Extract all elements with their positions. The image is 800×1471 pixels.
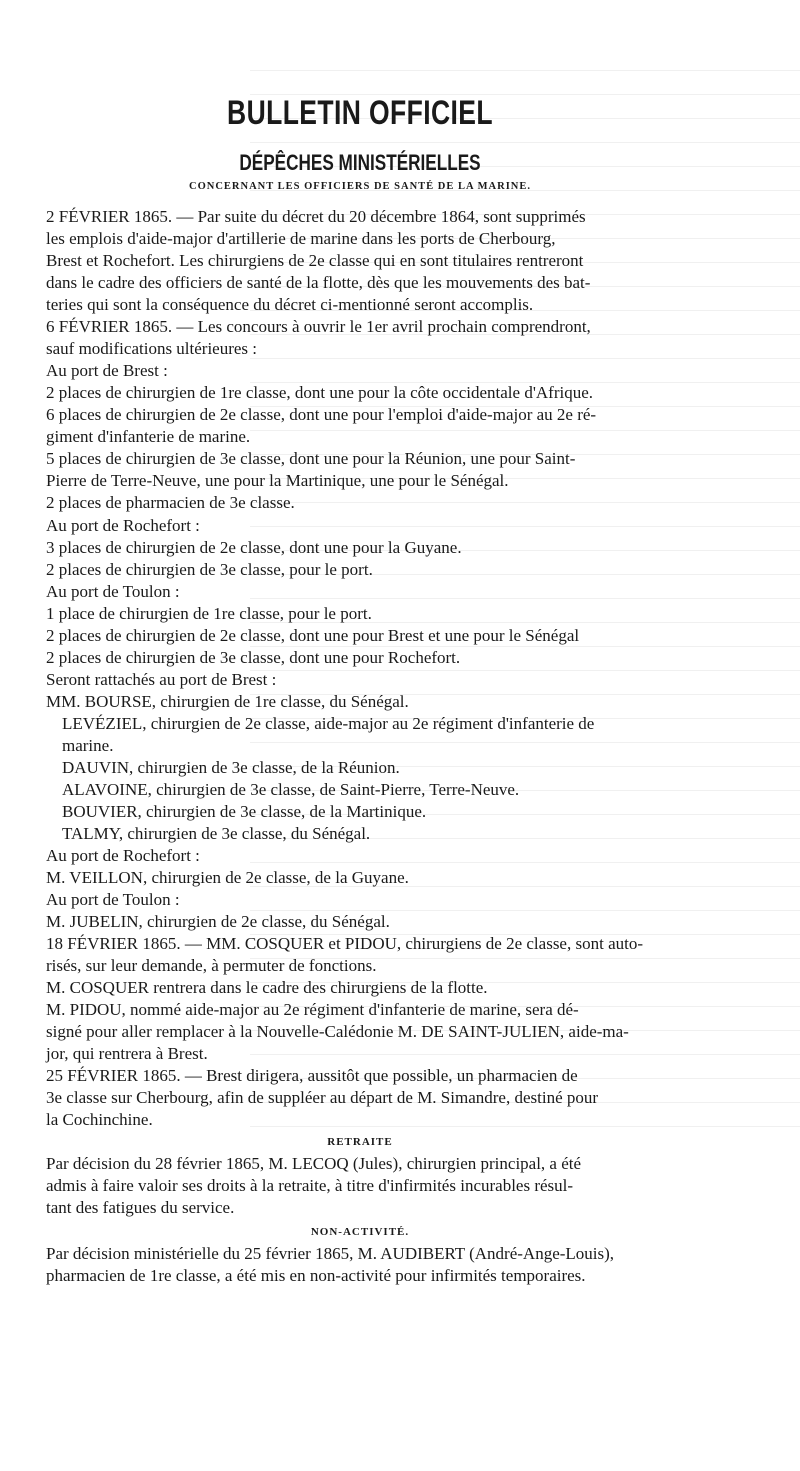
text-line-content: ALAVOINE, chirurgien de 3e classe, de Saint-Pierre, Terre-Neuve. xyxy=(62,780,520,799)
text-line xyxy=(0,1153,800,1175)
text-line xyxy=(0,889,800,911)
text-line-content: M. PIDOU, nommé aide-major au 2e régiment d'infanterie de marine, sera dé- xyxy=(46,1000,579,1019)
text-line xyxy=(0,470,800,492)
text-line-content: Au port de Toulon : xyxy=(46,890,180,909)
section-label-text: RETRAITE xyxy=(327,1136,393,1148)
text-line-content: 3e classe sur Cherbourg, afin de suppléer au départ de M. Simandre, destiné pour xyxy=(46,1088,599,1107)
text-line-content: Au port de Rochefort : xyxy=(46,516,200,535)
text-line-content: M. VEILLON, chirurgien de 2e classe, de la Guyane. xyxy=(46,868,409,887)
text-line-content: Au port de Brest : xyxy=(46,361,168,380)
page-title: BULLETIN OFFICIEL xyxy=(227,94,493,132)
text-line xyxy=(0,492,800,514)
text-line xyxy=(0,625,800,647)
text-line-content: LEVÉZIEL, chirurgien de 2e classe, aide-major au 2e régiment d'infanterie de xyxy=(62,714,595,733)
text-line-content: sauf modifications ultérieures : xyxy=(46,339,258,358)
text-line xyxy=(0,294,800,316)
text-line-content: DAUVIN, chirurgien de 3e classe, de la Réunion. xyxy=(62,758,400,777)
text-line xyxy=(0,360,800,382)
text-line-content: MM. BOURSE, chirurgien de 1re classe, du Sénégal. xyxy=(46,692,409,711)
text-line-content: TALMY, chirurgien de 3e classe, du Sénégal. xyxy=(62,824,371,843)
text-line xyxy=(0,999,800,1021)
text-line-content: M. JUBELIN, chirurgien de 2e classe, du Sénégal. xyxy=(46,912,390,931)
text-line-content: 2 places de pharmacien de 3e classe. xyxy=(46,493,295,512)
text-line xyxy=(0,1109,800,1131)
text-line-content: 1 place de chirurgien de 1re classe, pour le port. xyxy=(46,604,372,623)
text-line-content: les emplois d'aide-major d'artillerie de marine dans les ports de Cherbourg, xyxy=(46,229,556,248)
text-line xyxy=(0,537,800,559)
text-line xyxy=(0,382,800,404)
text-line-content: Par décision ministérielle du 25 février 1865, M. AUDIBERT (André-Ange-Louis), xyxy=(46,1244,615,1263)
text-line-content: marine. xyxy=(62,736,114,755)
text-line-content: tant des fatigues du service. xyxy=(46,1198,235,1217)
text-line-content: 2 places de chirurgien de 2e classe, dont une pour Brest et une pour le Sénégal xyxy=(46,626,580,645)
text-line-content: risés, sur leur demande, à permuter de fonctions. xyxy=(46,956,377,975)
text-line-content: Seront rattachés au port de Brest : xyxy=(46,670,277,689)
section-label xyxy=(0,1131,800,1153)
text-line xyxy=(0,603,800,625)
text-line-content: teries qui sont la conséquence du décret ci-mentionné seront accomplis. xyxy=(46,295,534,314)
text-line xyxy=(0,316,800,338)
text-line xyxy=(0,338,800,360)
text-line xyxy=(0,911,800,933)
text-line xyxy=(0,1197,800,1219)
text-line-content: BOUVIER, chirurgien de 3e classe, de la Martinique. xyxy=(62,802,427,821)
text-line-content: 2 places de chirurgien de 3e classe, dont une pour Rochefort. xyxy=(46,648,461,667)
text-line xyxy=(0,691,800,713)
text-line xyxy=(0,448,800,470)
text-line xyxy=(0,515,800,537)
text-line xyxy=(0,955,800,977)
text-line-content: 18 FÉVRIER 1865. — MM. COSQUER et PIDOU, chirurgiens de 2e classe, sont auto- xyxy=(46,934,644,953)
text-line xyxy=(0,823,800,845)
text-line-content: pharmacien de 1re classe, a été mis en non-activité pour infirmités temporaires. xyxy=(46,1266,586,1285)
text-line-content: admis à faire valoir ses droits à la retraite, à titre d'infirmités incurables résul- xyxy=(46,1176,574,1195)
section-label-text: NON-ACTIVITÉ. xyxy=(310,1226,410,1238)
text-line xyxy=(0,228,800,250)
text-line-content: 2 places de chirurgien de 1re classe, dont une pour la côte occidentale d'Afrique. xyxy=(46,383,594,402)
text-line xyxy=(0,1021,800,1043)
text-line-content: Pierre de Terre-Neuve, une pour la Martinique, une pour le Sénégal. xyxy=(46,471,509,490)
text-line xyxy=(0,977,800,999)
section-label xyxy=(0,1221,800,1243)
text-line-content: 25 FÉVRIER 1865. — Brest dirigera, aussitôt que possible, un pharmacien de xyxy=(46,1066,578,1085)
text-line-content: M. COSQUER rentrera dans le cadre des chirurgiens de la flotte. xyxy=(46,978,488,997)
text-line xyxy=(0,250,800,272)
text-line-content: la Cochinchine. xyxy=(46,1110,153,1129)
text-line-content: 2 places de chirurgien de 3e classe, pour le port. xyxy=(46,560,373,579)
text-line-content: dans le cadre des officiers de santé de la flotte, dès que les mouvements des bat- xyxy=(46,273,591,292)
text-line xyxy=(0,272,800,294)
text-line xyxy=(0,404,800,426)
section-subheading: CONCERNANT LES OFFICIERS DE SANTÉ DE LA MARINE. xyxy=(188,181,532,192)
text-line xyxy=(0,845,800,867)
text-line xyxy=(0,669,800,691)
text-line xyxy=(0,713,800,735)
text-line-content: jor, qui rentrera à Brest. xyxy=(46,1044,208,1063)
text-line xyxy=(0,1265,800,1287)
text-line xyxy=(0,735,800,757)
text-line xyxy=(0,1175,800,1197)
text-line xyxy=(0,581,800,603)
text-line-content: 5 places de chirurgien de 3e classe, dont une pour la Réunion, une pour Saint- xyxy=(46,449,576,468)
text-line xyxy=(0,779,800,801)
text-line xyxy=(0,1087,800,1109)
text-line xyxy=(0,426,800,448)
text-line-content: Brest et Rochefort. Les chirurgiens de 2e classe qui en sont titulaires rentreront xyxy=(46,251,584,270)
text-line-content: 3 places de chirurgien de 2e classe, dont une pour la Guyane. xyxy=(46,538,462,557)
text-line xyxy=(0,801,800,823)
text-line xyxy=(0,647,800,669)
text-line xyxy=(0,1065,800,1087)
section-heading: DÉPÊCHES MINISTÉRIELLES xyxy=(239,150,481,175)
text-line-content: 6 FÉVRIER 1865. — Les concours à ouvrir le 1er avril prochain comprendront, xyxy=(46,317,591,336)
text-line-content: signé pour aller remplacer à la Nouvelle-Calédonie M. DE SAINT-JULIEN, aide-ma- xyxy=(46,1022,629,1041)
text-line-content: 6 places de chirurgien de 2e classe, dont une pour l'emploi d'aide-major au 2e ré- xyxy=(46,405,597,424)
text-line xyxy=(0,867,800,889)
text-line xyxy=(0,1043,800,1065)
text-line xyxy=(0,206,800,228)
text-line xyxy=(0,757,800,779)
text-line-content: Au port de Toulon : xyxy=(46,582,180,601)
text-line-content: 2 FÉVRIER 1865. — Par suite du décret du 20 décembre 1864, sont supprimés xyxy=(46,207,586,226)
text-line xyxy=(0,933,800,955)
text-line xyxy=(0,559,800,581)
text-line-content: giment d'infanterie de marine. xyxy=(46,427,251,446)
text-line xyxy=(0,1243,800,1265)
text-line-content: Au port de Rochefort : xyxy=(46,846,200,865)
text-line-content: Par décision du 28 février 1865, M. LECOQ (Jules), chirurgien principal, a été xyxy=(46,1154,582,1173)
